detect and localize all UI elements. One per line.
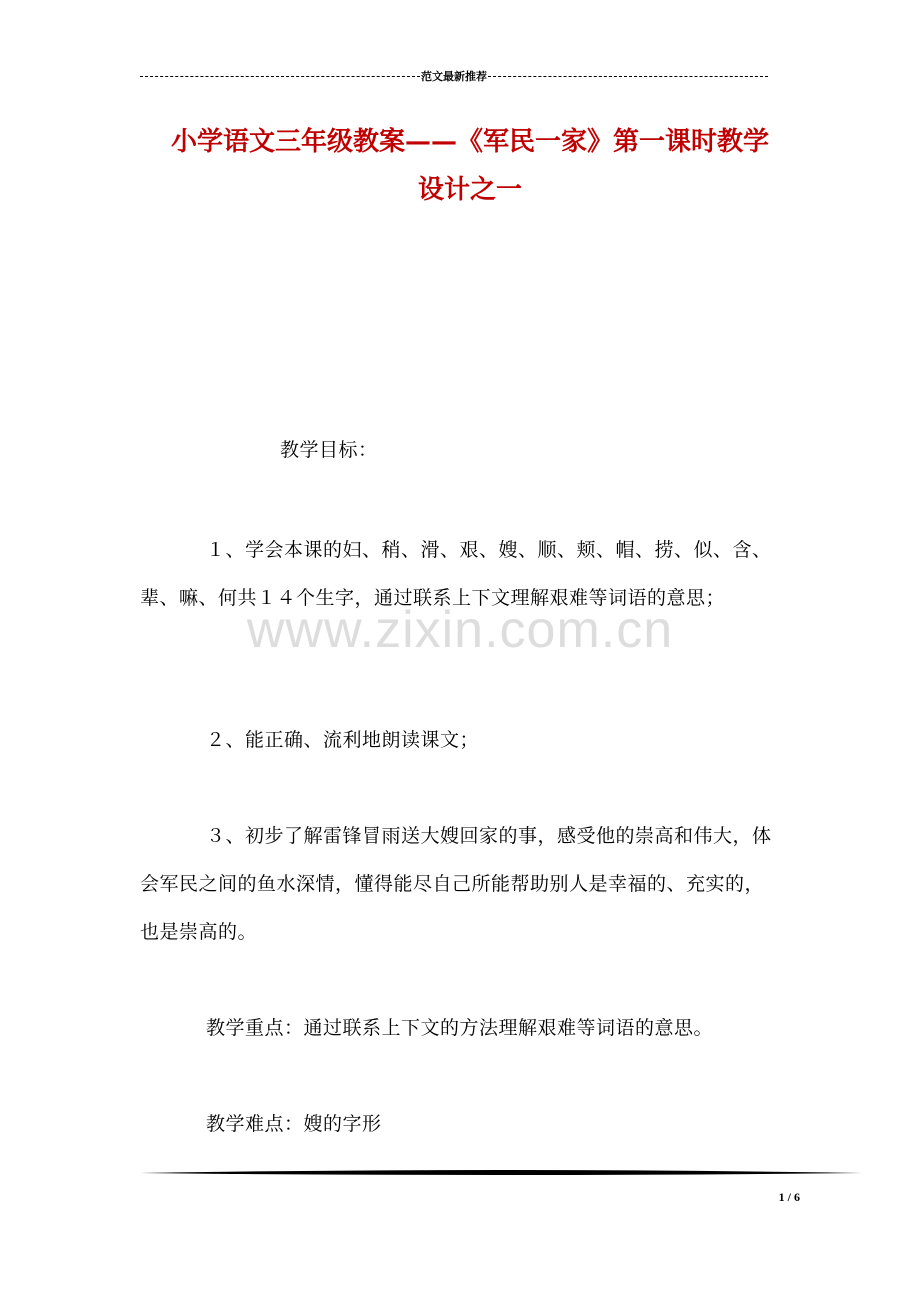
footer-rule xyxy=(140,1168,862,1178)
watermark: www.zixin.com.cn xyxy=(246,601,674,659)
page-header xyxy=(140,66,768,86)
objective-2: ２、能正确、流利地朗读课文； xyxy=(206,729,480,751)
header-label: 范文最新推荐 xyxy=(421,70,487,83)
page-number: 1 / 6 xyxy=(778,1190,800,1204)
header-dash-left xyxy=(140,76,420,77)
difficulty: 教学难点：嫂的字形 xyxy=(206,1113,382,1135)
title-line-2: 设计之一 xyxy=(417,175,522,205)
document-title xyxy=(140,118,800,214)
objectives-heading: 教学目标： xyxy=(280,439,378,461)
title-line-1: 小学语文三年级教案——《军民一家》第一课时教学 xyxy=(170,127,769,157)
objective-1: １、学会本课的妇、稍、滑、艰、嫂、顺、颊、帽、捞、似、含、辈、嘛、何共１４个生字，通过联系上下文理解艰难等词语的意思； xyxy=(140,539,772,609)
header-dash-right xyxy=(488,76,768,77)
objective-3: ３、初步了解雷锋冒雨送大嫂回家的事，感受他的崇高和伟大，体会军民之间的鱼水深情，懂得能尽自己所能帮助别人是幸福的、充实的，也是崇高的。 xyxy=(140,825,772,943)
key-point: 教学重点：通过联系上下文的方法理解艰难等词语的意思。 xyxy=(206,1017,714,1039)
